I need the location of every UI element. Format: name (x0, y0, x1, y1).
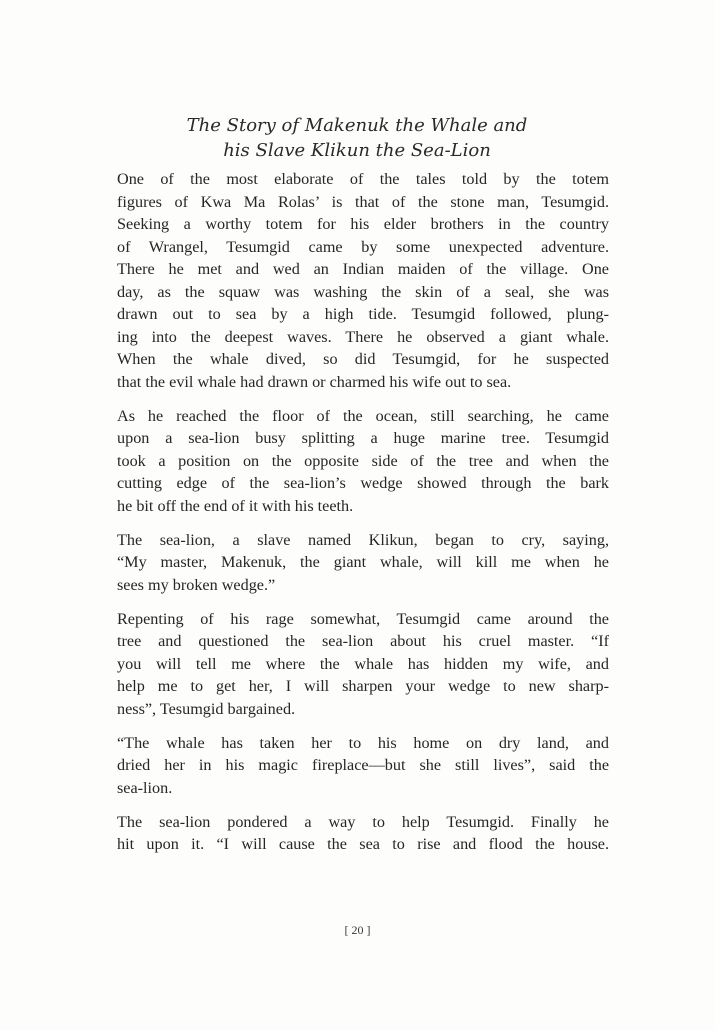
paragraph-3 (117, 529, 609, 597)
text-line: tree and questioned the sea-lion about his cruel master. “If (117, 632, 609, 650)
text-line: hit upon it. “I will cause the sea to rise and flood the house. (117, 835, 609, 853)
text-line: The sea-lion, a slave named Klikun, began to cry, saying, (117, 530, 609, 549)
text-line: “The whale has taken her to his home on dry land, and (117, 733, 609, 752)
text-line: day, as the squaw was washing the skin of a seal, she was (117, 282, 609, 301)
text-line: Seeking a worthy totem for his elder brothers in the country (117, 215, 609, 233)
text-line: sea-lion. (117, 778, 173, 797)
text-line: took a position on the opposite side of the tree and when the (117, 451, 609, 470)
text-line: dried her in his magic fireplace—but she still lives”, said the (117, 756, 609, 774)
text-line: “My master, Makenuk, the giant whale, will kill me when he (117, 553, 609, 571)
text-line: ness”, Tesumgid bargained. (117, 699, 296, 718)
text-line: sees my broken wedge.” (117, 575, 276, 594)
text-line: he bit off the end of it with his teeth. (117, 496, 354, 515)
text-line: cutting edge of the sea-lion’s wedge showed through the bark (117, 474, 609, 492)
story-body (117, 168, 609, 867)
text-line: of Wrangel, Tesumgid came by some unexpected adventure. (117, 237, 609, 256)
text-line: Repenting of his rage somewhat, Tesumgid came around the (117, 609, 609, 628)
paragraph-2 (117, 405, 609, 518)
text-line: One of the most elaborate of the tales told by the totem (117, 170, 609, 188)
paragraph-5 (117, 732, 609, 800)
text-line: ing into the deepest waves. There he observed a giant whale. (117, 327, 609, 346)
text-line: There he met and wed an Indian maiden of the village. One (117, 260, 609, 278)
text-line: As he reached the floor of the ocean, still searching, he came (117, 406, 609, 425)
text-line: you will tell me where the whale has hidden my wife, and (117, 654, 609, 673)
text-line: figures of Kwa Ma Rolas’ is that of the stone man, Tesumgid. (117, 192, 609, 211)
text-line: help me to get her, I will sharpen your wedge to new sharp- (117, 677, 609, 695)
paragraph-6 (117, 811, 609, 856)
story-title-line-1: The Story of Makenuk the Whale and (186, 115, 528, 136)
text-line: When the whale dived, so did Tesumgid, for he suspected (117, 350, 609, 368)
paragraph-1 (117, 168, 609, 393)
text-line: upon a sea-lion busy splitting a huge marine tree. Tesumgid (117, 429, 609, 447)
text-line: drawn out to sea by a high tide. Tesumgid followed, plung- (117, 305, 609, 323)
story-title-line-2: his Slave Klikun the Sea-Lion (223, 140, 491, 161)
text-line: The sea-lion pondered a way to help Tesumgid. Finally he (117, 812, 609, 831)
paragraph-4 (117, 608, 609, 721)
text-line: that the evil whale had drawn or charmed his wife out to sea. (117, 372, 512, 391)
page-number: [ 20 ] (344, 923, 371, 937)
